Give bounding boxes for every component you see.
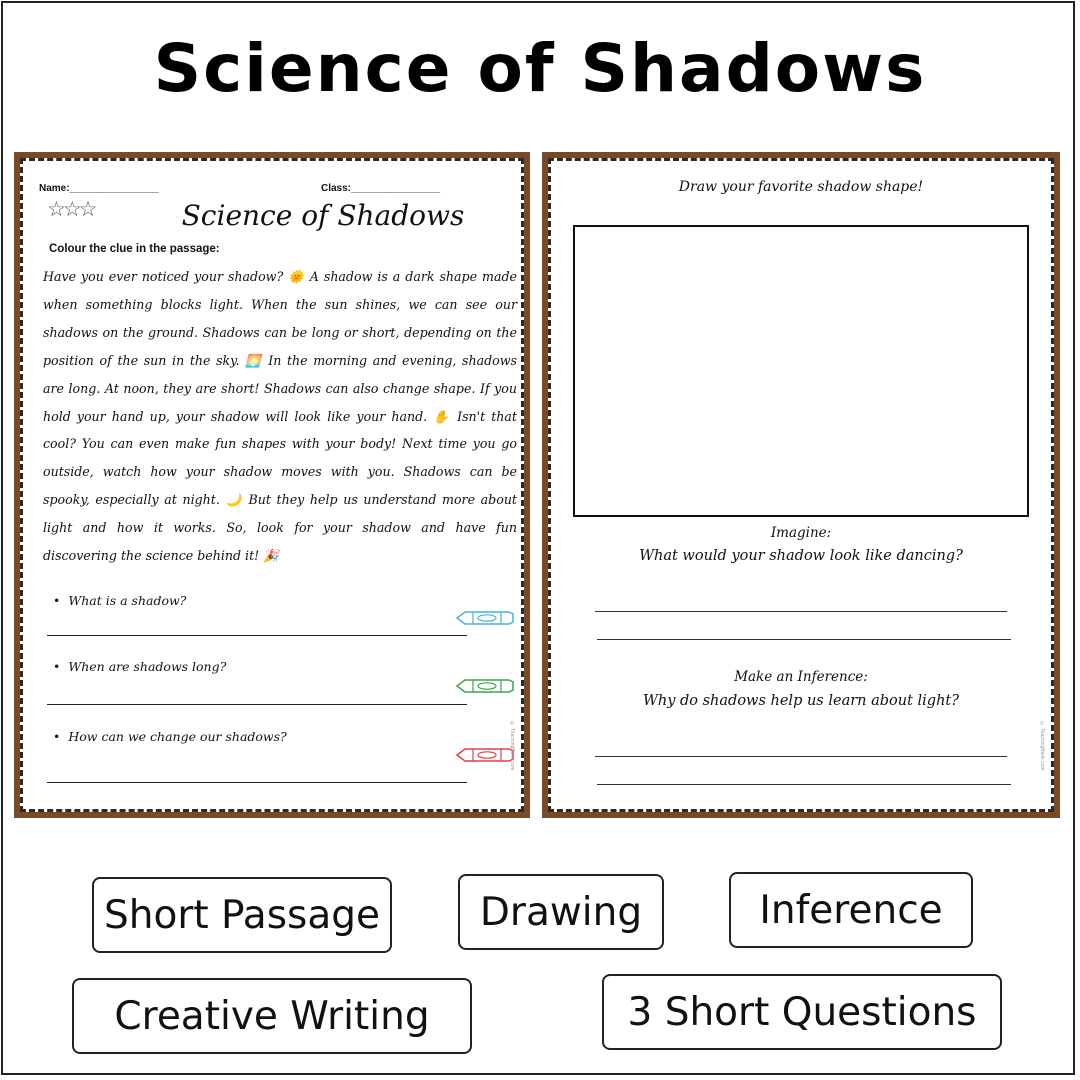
- bullet-icon: •: [53, 593, 61, 608]
- inference-question: Why do shadows help us learn about light?: [642, 693, 960, 709]
- drawing-box[interactable]: [573, 225, 1029, 517]
- page-title: Science of Shadows: [153, 30, 927, 107]
- instruction-text: Colour the clue in the passage:: [49, 243, 220, 255]
- imagine-question: What would your shadow look like dancing?: [639, 548, 963, 564]
- writing-line[interactable]: [597, 639, 1011, 640]
- answer-line[interactable]: [47, 635, 467, 636]
- tag-short-passage: Short Passage: [92, 877, 392, 953]
- question-item: [53, 593, 186, 608]
- reading-passage: Have you ever noticed your shadow? 🌞 A shadow is a dark shape made when something blocks light. When the sun shines, we can see our shadows on the ground. Shadows can be long or short, depending on the position of the sun in the sky. 🌅 In the morning and evening, shadows are long. At noon, they are short! Shadows can also change shape. If you hold your hand up, your shadow will look like your hand. ✋ Isn't that cool? You can even make fun shapes with your body! Next time you go outside, watch how your shadow moves with you. Shadows can be spooky, especially at night. 🌙 But they help us understand more about light and how it works. So, look for your shadow and have fun discovering the science behind it! 🎉: [43, 269, 517, 564]
- passage-worksheet-page: [20, 158, 524, 812]
- drawing-worksheet-page: [548, 158, 1054, 812]
- tag-inference: Inference: [729, 872, 973, 948]
- bullet-icon: •: [53, 659, 61, 674]
- writing-line[interactable]: [595, 756, 1007, 757]
- crayon-body: [457, 680, 513, 692]
- writing-line[interactable]: [597, 784, 1011, 785]
- bullet-icon: •: [53, 729, 61, 744]
- tag-drawing: Drawing: [458, 874, 664, 950]
- question-item: [53, 729, 287, 744]
- crayon-body: [457, 749, 513, 761]
- crayon-label: [478, 615, 496, 621]
- crayon-label: [478, 752, 496, 758]
- inference-label: Make an Inference:: [734, 669, 868, 685]
- answer-line[interactable]: [47, 704, 467, 705]
- name-field: Name:________________: [39, 183, 159, 194]
- drawing-worksheet: [542, 152, 1060, 818]
- question-item: [53, 659, 226, 674]
- copyright-note: © TeachingBank.com: [509, 721, 515, 771]
- passage-worksheet: [14, 152, 530, 818]
- blue-crayon-icon: [455, 609, 515, 627]
- imagine-label: Imagine:: [770, 525, 832, 541]
- tag-creative-writing: Creative Writing: [72, 978, 472, 1054]
- class-field: Class:________________: [321, 183, 440, 194]
- crayon-body: [457, 612, 513, 624]
- worksheet-title: Science of Shadows: [181, 199, 465, 232]
- red-crayon-icon: [455, 746, 515, 764]
- copyright-note: © TeachingBank.com: [1039, 721, 1045, 771]
- writing-line[interactable]: [595, 611, 1007, 612]
- rating-stars-icon: ☆☆☆: [47, 198, 95, 221]
- question-text: When are shadows long?: [68, 659, 227, 674]
- question-text: What is a shadow?: [68, 593, 187, 608]
- question-text: How can we change our shadows?: [68, 729, 287, 744]
- tag-short-questions: 3 Short Questions: [602, 974, 1002, 1050]
- green-crayon-icon: [455, 677, 515, 695]
- answer-line[interactable]: [47, 782, 467, 783]
- draw-prompt: Draw your favorite shadow shape!: [678, 179, 924, 195]
- crayon-label: [478, 683, 496, 689]
